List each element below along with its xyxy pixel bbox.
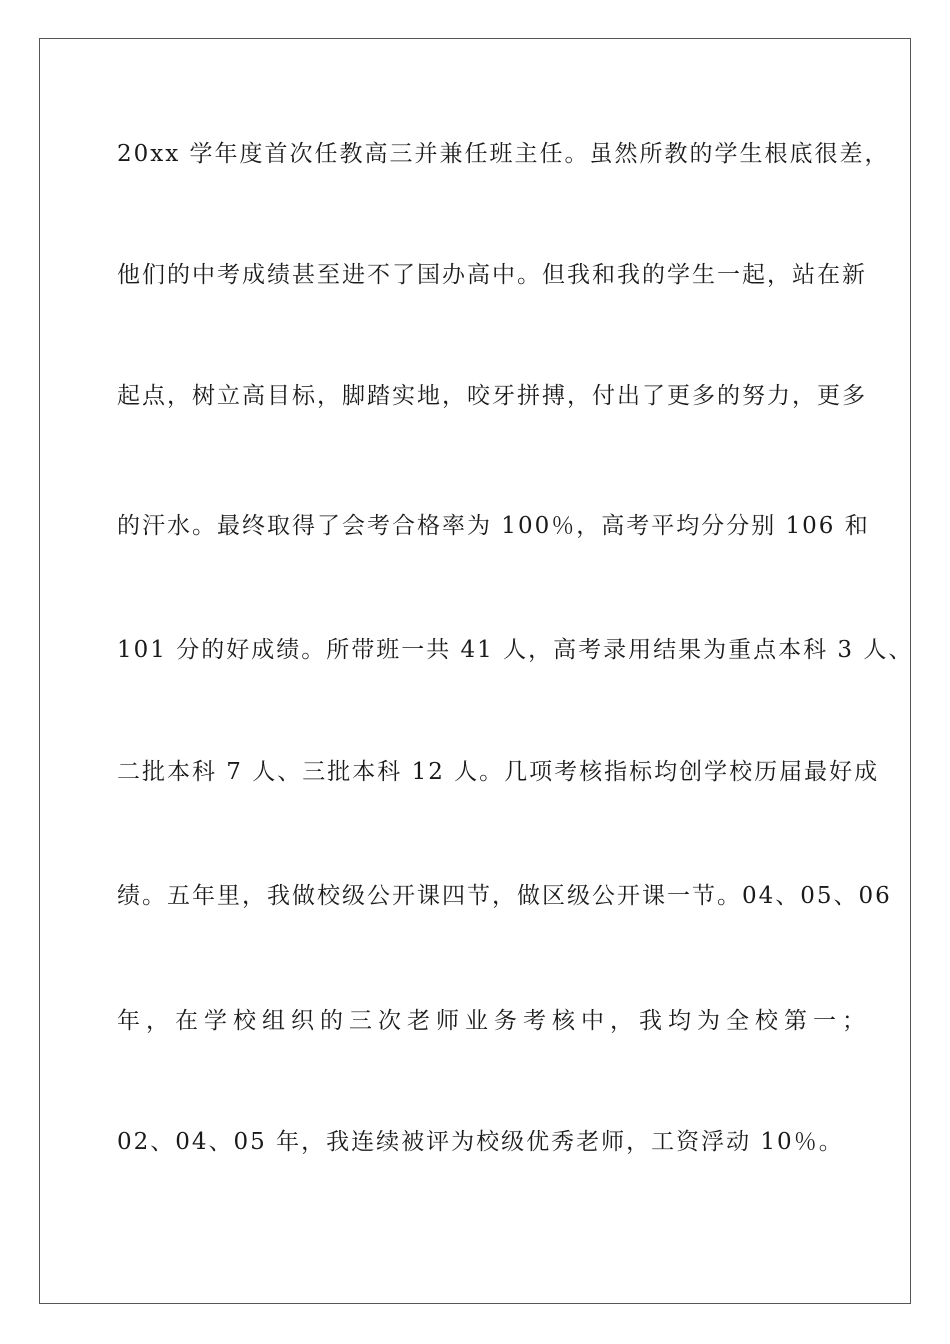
paragraph-line: 02、04、05 年，我连续被评为校级优秀老师，工资浮动 10％。 xyxy=(117,1129,844,1155)
page-border xyxy=(39,38,914,1304)
paragraph-line: 他们的中考成绩甚至进不了国办高中。但我和我的学生一起，站在新 xyxy=(117,262,867,288)
paragraph-line: 起点，树立高目标，脚踏实地，咬牙拼搏，付出了更多的努力，更多 xyxy=(117,383,867,409)
paragraph-line: 二批本科 7 人、三批本科 12 人。几项考核指标均创学校历届最好成 xyxy=(117,759,880,785)
paragraph-line: 101 分的好成绩。所带班一共 41 人，高考录用结果为重点本科 3 人、 xyxy=(117,637,914,663)
paragraph-line: 20xx 学年度首次任教高三并兼任班主任。虽然所教的学生根底很差， xyxy=(117,141,890,167)
paragraph-line: 的汗水。最终取得了会考合格率为 100％，高考平均分分别 106 和 xyxy=(117,513,870,539)
paragraph-line: 绩。五年里，我做校级公开课四节，做区级公开课一节。04、05、06 xyxy=(117,883,892,909)
paragraph-line: 年，在学校组织的三次老师业务考核中，我均为全校第一； xyxy=(117,1008,871,1034)
